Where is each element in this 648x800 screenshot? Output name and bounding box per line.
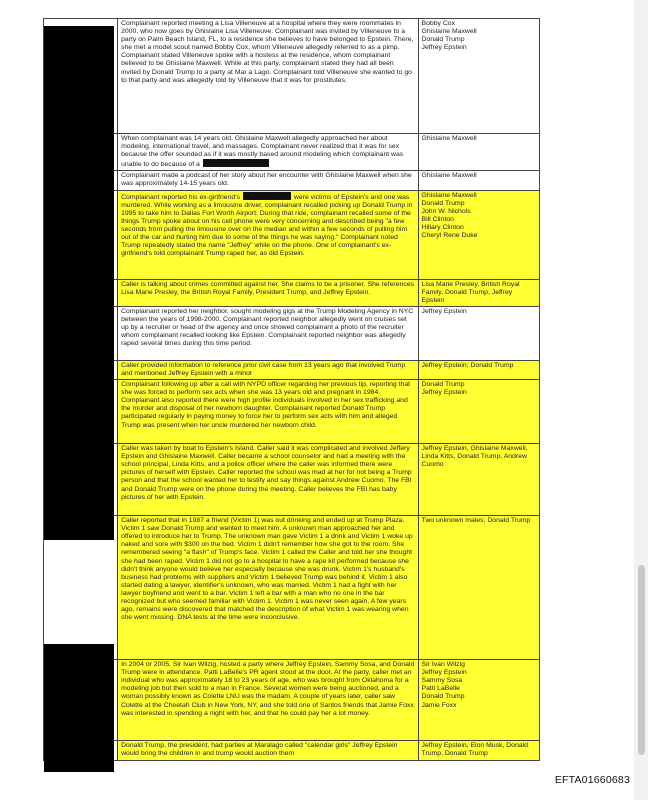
table-row bbox=[44, 516, 540, 660]
table-row bbox=[44, 360, 540, 379]
records-table-body bbox=[44, 19, 540, 761]
table-row bbox=[44, 19, 540, 134]
description-text: Complainant reported meeting a Lisa Villeneuve at a hospital where they were roommates in 2000, who now goes by Ghislaine Lisa Villeneuve. Complainant was invited by Villeneuve to a party on Palm Beach Island, FL, to a residence she believes to have belonged to Epstein. There, she met a model scout named Bobby Cox, whom Villeneuve allegedly referred to as a pimp. Complainant stated Villeneuve spoke with a hostess at the residence, whom complainant believed to be Ghislaine Maxwell. While at this party, complainant stated they had all been invited by Donald Trump to a party at Mar a Lago. Complainant told Villeneuve she wanted to go to that party and was allegedly told by Villeneuve that it was for prostitutes. bbox=[121, 20, 414, 84]
table-row bbox=[44, 279, 540, 306]
names-cell: Jeffrey Epstein; Donald Trump bbox=[418, 360, 539, 379]
description-text: In 2004 or 2005, Sir Ivan Wilzig, hosted a party where Jeffrey Epstein, Sammy Sosa, and Donald Trump were in attendance. Patti LaBelle's PR agent stood at the door. At the party, caller met an individual who was approximately 18 to 23 years of age, who was brought from Oklahoma for a modeling job but then sold to a man in France. Several women were being auctioned, and a woman possibly known as Colette LNU was the madam. A couple of years later, caller saw Colette at the Cheetah Club in New York, NY, and she told one of Santos friends that Jamie Foxx was interested in spending a night with her, and that he could pay her a lot money. bbox=[121, 661, 415, 717]
description-cell bbox=[118, 516, 418, 660]
description-text: Complainant reported her neighbor, sought modeling gigs at the Trump Modeling Agency in NYC between the years of 1998-2000. Complainant reported neighbor allegedly went on cruises set up by a recruiter or head of the agency and once showed complainant a photo of the recruiter whom complainant recalled looking like Epstein. Complainant reported neighbor was allegedly raped several times during this time period. bbox=[121, 307, 414, 348]
scrollbar-thumb[interactable] bbox=[638, 565, 645, 755]
description-text: Caller reported that in 1987 a friend (Victim 1) was out drinking and ended up at Trump Plaza. Victim 1 saw Donald Trump and wanted to meet him. A unknown man approached her and offered to introduce her to Trump. The unknown man gave Victim 1 a drink and Victim 1 woke up naked and sore with $300 on the bed. Victim 1 didn't remember how she got to the room. She remembered seeing "a flash" of Trump's face. Victim 1 called the Caller and told her she thought she had been raped. Victim 1 did not go to a hospital to have a rape kit performed because she didn't think anyone would believe her especially because she was drunk. Victim 1's husband's business had problems with suppliers and Victim 1 believed Trump was behind it. Victim 1 also started dating a lawyer, identifier's unknown, who was married. Victim 1 had a fight with her lawyer boyfriend and went to a bar. Victim 1 left a bar with a man who no one in the bar recognized but who seemed familiar with Victim 1. Victim 1 was never seen again. A few years ago, remains were discovered that matched the description of what Victim 1 was wearing when she went missing. DNA tests at the time were inconclusive. bbox=[121, 517, 413, 622]
table-row bbox=[44, 171, 540, 190]
table-row bbox=[44, 380, 540, 444]
description-text-continued: were victims of Epstein's and one was murdered. While working as a limousine driver, complainant recalled picking up Donald Trump in 1995 to take him to Dallas Fort Worth Airport. During that ride, complainant recalled some of the things Trump spoke about on his cell phone were very concerning and described being "a few seconds from pulling the limousine over on the median and within a few seconds of pulling him out of the car and hurting him due to some of the things he was saying." Complainant noted Trump repeatedly stated the name "Jeffrey" while on the phone. One of complainant's ex-girlfriend's told complainant Trump raped her, as did Epstein. bbox=[121, 193, 413, 258]
description-cell bbox=[118, 360, 418, 379]
names-cell: Jeffrey Epstein bbox=[418, 306, 539, 360]
inline-redaction bbox=[203, 159, 269, 167]
redaction-block-upper bbox=[44, 26, 114, 540]
table-row bbox=[44, 134, 540, 171]
description-text: When complainant was 14 years old, Ghislaine Maxwell allegedly approached her about modeling, international travel, and massages. Complainant never realized that it was for sex because the offer sounded as if it was mostly based around modeling which complainant was unable to do because of a bbox=[121, 135, 404, 169]
description-cell bbox=[118, 190, 418, 279]
names-cell: Lisa Marie Presley, British Royal Family, Donald Trump, Jeffrey Epstein bbox=[418, 279, 539, 306]
description-cell bbox=[118, 134, 418, 171]
description-text: Caller provided information to reference prior civil case from 13 years ago that involved Trump and mentioned Jeffrey Epstein with a minor bbox=[121, 361, 406, 377]
description-text: Complainant reported his ex-girlfriend's bbox=[121, 193, 240, 201]
table-row bbox=[44, 190, 540, 279]
description-cell bbox=[118, 741, 418, 761]
table-row bbox=[44, 660, 540, 741]
description-text: Complainant made a podcast of her story about her encounter with Ghislaine Maxwell when she was approximately 14-15 years old. bbox=[121, 172, 412, 188]
names-cell: Ghislaine Maxwell bbox=[418, 134, 539, 171]
description-cell bbox=[118, 306, 418, 360]
description-cell bbox=[118, 380, 418, 444]
description-cell bbox=[118, 279, 418, 306]
description-cell bbox=[118, 660, 418, 741]
description-text: Complainant following up after a call with NYPD officer regarding her previous tip, reporting that she was forced to perform sex acts when she was 13 years old and pregnant in 1984. Complainant also reported there were high profile individuals involved in her sex trafficking and the murder and disposal of her newborn daughter. Complainant reported Donald Trump participated regularly in paying money to force her to perform sex acts with him and alleged Trump was present when her uncle murdered her newborn child. bbox=[121, 381, 411, 429]
description-cell bbox=[118, 171, 418, 190]
description-text: Donald Trump, the president, had parties at Maralago called "calendar girls" Jeffrey Epstein would bring the children in and trump would auction them bbox=[121, 742, 398, 758]
description-cell bbox=[118, 19, 418, 134]
table-row bbox=[44, 306, 540, 360]
description-cell bbox=[118, 444, 418, 516]
inline-redaction bbox=[243, 192, 291, 200]
vertical-scrollbar[interactable] bbox=[634, 0, 648, 800]
names-cell: Jeffrey Epstein, Elon Musk, Donald Trump, Donald Trump bbox=[418, 741, 539, 761]
records-table bbox=[43, 18, 540, 761]
names-cell: Sir Ivan Wilzig Jeffrey Epstein Sammy Sosa Patti LaBelle Donald Trump Jamie Foxx bbox=[418, 660, 539, 741]
redaction-block-lower bbox=[44, 644, 114, 772]
description-text: Caller was taken by boat to Epstein's Island. Caller said it was complicated and involved Jeffery Epstein and Ghislaine Maxwell. Caller became a school counselor and had a meeting with the school principal, Linda Kitts, and a police officer where the caller was informed there were pictures of herself with Epstein. Caller reported the school was mad at her for not being a Trump person and that the school wanted her to testify and say things against Andrew Cuomo. The FBI and Donald Trump were on the phone during the meeting. Caller believes the FBI has baby pictures of her with Epstein. bbox=[121, 445, 412, 501]
table-row bbox=[44, 741, 540, 761]
table-row bbox=[44, 444, 540, 516]
document-id: EFTA01660683 bbox=[554, 774, 630, 786]
names-cell: Ghislaine Maxwell bbox=[418, 171, 539, 190]
names-cell: Jeffrey Epstein, Ghislaine Maxwell, Linda Kitts, Donald Trump, Andrew Cuomo bbox=[418, 444, 539, 516]
description-text: Caller is talking about crimes committed against her. She claims to be a prisoner. She references Lisa Marie Presley, the British Royal Family, President Trump, and Jeffrey Epstein. bbox=[121, 280, 414, 296]
names-cell: Donald Trump Jeffrey Epstein bbox=[418, 380, 539, 444]
names-cell: Ghislaine Maxwell Donald Trump John W. Nichols Bill Clinton Hillary Clinton Cheryl Rene Duke bbox=[418, 190, 539, 279]
names-cell: Two unknown males; Donald Trump bbox=[418, 516, 539, 660]
names-cell: Bobby Cox Ghislaine Maxwell Donald Trump Jeffrey Epstein bbox=[418, 19, 539, 134]
